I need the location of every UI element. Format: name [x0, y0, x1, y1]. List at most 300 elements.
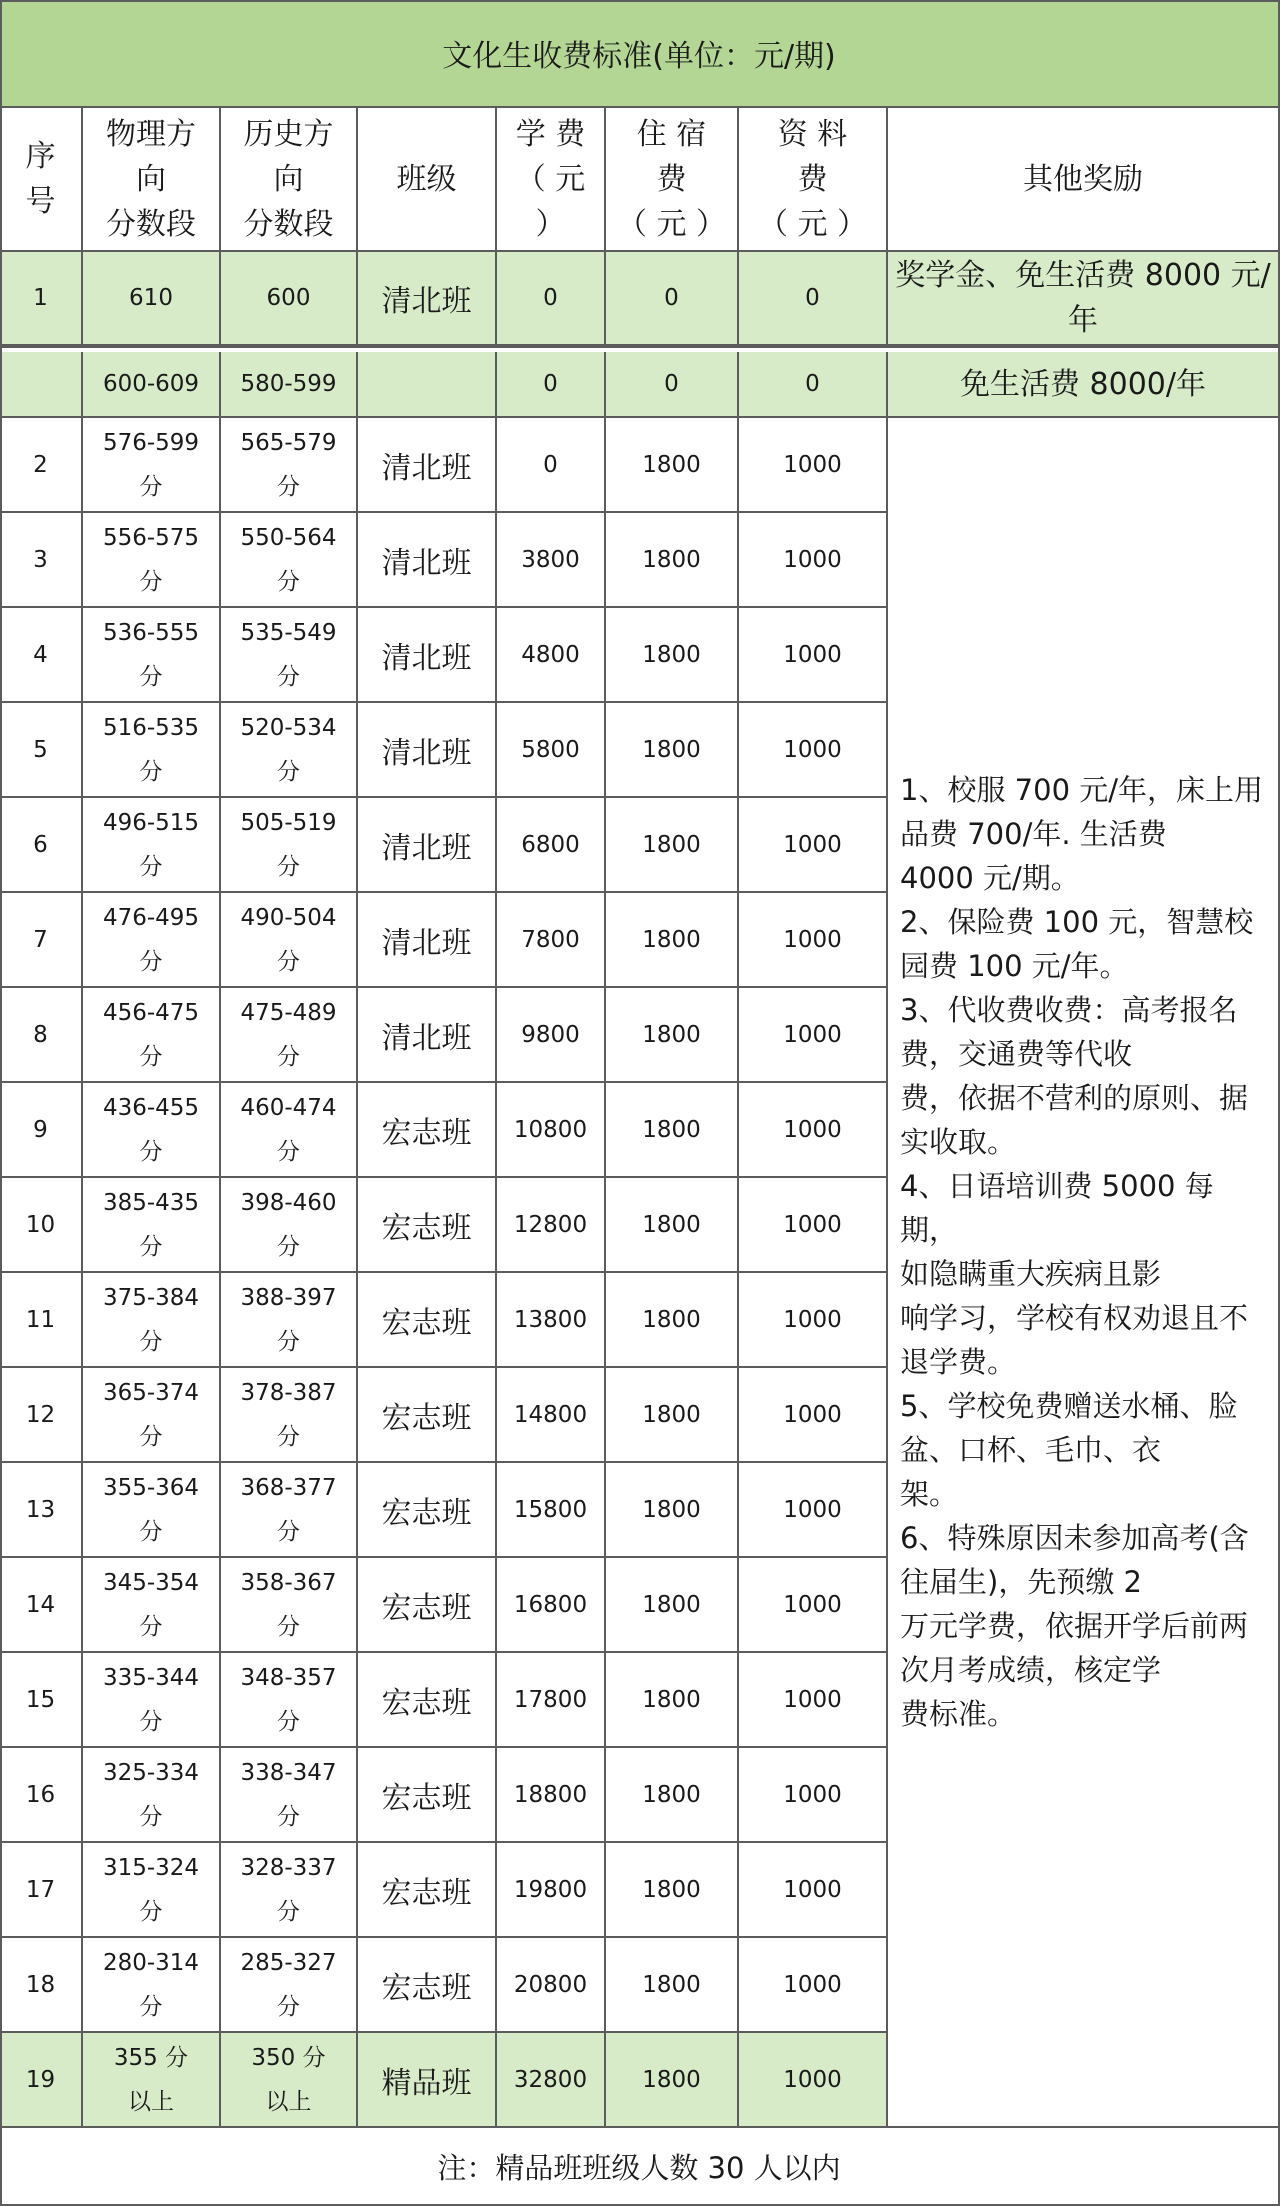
row-history-score-group [240, 1941, 336, 2029]
row-tuition: 17800 [513, 1686, 588, 1713]
note-line: 品费 700/年. 生活费 [900, 817, 1167, 851]
row-physics-score-group [103, 1086, 199, 1174]
row-history-score: 550-564 [240, 524, 337, 551]
row-history-score: 分 [276, 1613, 300, 1640]
row-history-score-group [251, 2036, 325, 2124]
row-history-score: 分 [276, 473, 300, 500]
row-history-score: 328-337 [240, 1854, 337, 1881]
row-seq-cell [0, 1653, 83, 1748]
row-physics-score: 分 [139, 1708, 163, 1735]
row-tuition: 0 [543, 451, 558, 478]
row-history-score-group [240, 801, 336, 889]
row-dorm-cell [606, 1273, 739, 1368]
row-tuition-cell [497, 1463, 606, 1558]
row-physics-score-group [103, 1846, 199, 1934]
row-material-cell [739, 1653, 888, 1748]
row-seq: 3 [33, 546, 48, 573]
row-physics-score-group [103, 1751, 199, 1839]
row-class: 宏志班 [381, 1970, 472, 2006]
row-history-score: 475-489 [240, 999, 337, 1026]
row-seq: 12 [25, 1401, 56, 1428]
row-material-cell [739, 608, 888, 703]
row-physics-score: 分 [139, 853, 163, 880]
row-history-score: 分 [276, 1328, 300, 1355]
row-physics-score-group [103, 1371, 199, 1459]
row-physics-score: 分 [139, 1613, 163, 1640]
row-class-cell [358, 988, 497, 1083]
top-row-dorm-cell [606, 252, 739, 346]
row-history-score-group [240, 1181, 336, 1269]
row-class-cell [358, 513, 497, 608]
header-history-score-line: 历史方 [243, 116, 334, 152]
row-physics-score: 456-475 [102, 999, 200, 1026]
footer-note [0, 2128, 1280, 2206]
row-history-score: 分 [276, 568, 300, 595]
row-tuition: 7800 [521, 926, 580, 953]
row-material: 1000 [783, 1021, 842, 1048]
row-history-score-group [240, 1086, 336, 1174]
row-material-cell [739, 1558, 888, 1653]
row-material: 1000 [783, 1781, 842, 1808]
row-physics-score-group [103, 801, 199, 889]
row-physics-score: 556-575 [102, 524, 200, 551]
row-dorm-cell [606, 703, 739, 798]
row-physics-score: 315-324 [102, 1854, 200, 1881]
row-physics-score: 分 [139, 663, 163, 690]
row-physics-score: 476-495 [102, 904, 200, 931]
row-physics-score-cell [83, 893, 221, 988]
row-physics-score-cell [83, 1273, 221, 1368]
row-material: 1000 [783, 546, 842, 573]
row-tuition: 5800 [521, 736, 580, 763]
row-tuition: 18800 [513, 1781, 588, 1808]
row-material-cell [739, 988, 888, 1083]
row-seq: 18 [25, 1971, 56, 1998]
row-physics-score: 355-364 [102, 1474, 200, 1501]
note-line: 2、保险费 100 元，智慧校 [900, 905, 1254, 939]
row-class: 清北班 [381, 735, 472, 771]
header-material-fee-line: （ 元 ） [757, 206, 868, 242]
row-tuition: 3800 [521, 546, 580, 573]
note-line: 实收取。 [900, 1125, 1017, 1159]
row-history-score-group [240, 421, 336, 509]
row-material: 1000 [783, 1116, 842, 1143]
top-row-material-cell [739, 252, 888, 346]
row-class-cell [358, 608, 497, 703]
row-class-cell [358, 1178, 497, 1273]
row-class: 宏志班 [381, 1400, 472, 1436]
row-history-score-cell [221, 893, 358, 988]
row-class-cell [358, 1558, 497, 1653]
row-seq-cell [0, 418, 83, 513]
row-physics-score-cell [83, 2033, 221, 2128]
row-seq-cell [0, 1748, 83, 1843]
row-history-score-cell [221, 798, 358, 893]
note-line: 次月考成绩，核定学 [900, 1653, 1162, 1687]
row-tuition: 10800 [513, 1116, 588, 1143]
row-class-cell [358, 703, 497, 798]
row-seq-cell [0, 988, 83, 1083]
row-history-score-cell [221, 608, 358, 703]
note-line: 万元学费，依据开学后前两 [900, 1609, 1249, 1643]
top-row-reward-line-group [895, 253, 1271, 343]
top-row-physics-cell [83, 252, 221, 346]
row-physics-score-cell [83, 988, 221, 1083]
row-class-cell [358, 893, 497, 988]
row-physics-score-cell [83, 1368, 221, 1463]
top-row-material: 0 [805, 285, 820, 311]
row-history-score: 565-579 [240, 429, 337, 456]
row-seq-cell [0, 798, 83, 893]
row-class: 宏志班 [381, 1590, 472, 1626]
header-dorm-fee-line-group [617, 112, 726, 247]
row-history-score-group [240, 1466, 336, 1554]
note-line: 1、校服 700 元/年，床上用 [900, 773, 1264, 807]
row-dorm-cell [606, 2033, 739, 2128]
top-row-tuition-cell [497, 252, 606, 346]
row-history-score: 358-367 [240, 1569, 337, 1596]
row-tuition-cell [497, 798, 606, 893]
row-seq-cell [0, 703, 83, 798]
row-tuition-cell [497, 988, 606, 1083]
row-physics-score: 335-344 [102, 1664, 200, 1691]
row-dorm-cell [606, 1653, 739, 1748]
header-dorm-fee-line: （ 元 ） [616, 206, 727, 242]
row-physics-score-cell [83, 1083, 221, 1178]
row-seq-cell [0, 1938, 83, 2033]
row-physics-score: 576-599 [102, 429, 200, 456]
row-physics-score-group [103, 1941, 199, 2029]
row-history-score-cell [221, 988, 358, 1083]
row-dorm: 1800 [642, 1781, 701, 1808]
row-physics-score: 536-555 [102, 619, 200, 646]
row-tuition-cell [497, 1748, 606, 1843]
row-dorm: 1800 [642, 1401, 701, 1428]
row-physics-score-group [103, 1466, 199, 1554]
top-row-tuition-cell [497, 352, 606, 418]
row-history-score-cell [221, 1273, 358, 1368]
row-physics-score-group [103, 516, 199, 604]
row-history-score: 535-549 [240, 619, 337, 646]
row-class: 宏志班 [381, 1210, 472, 1246]
row-history-score-group [240, 991, 336, 1079]
row-physics-score-group [103, 1276, 199, 1364]
row-physics-score: 分 [139, 1423, 163, 1450]
table-title [0, 0, 1280, 108]
row-dorm: 1800 [642, 1591, 701, 1618]
top-row-seq-cell [0, 252, 83, 346]
row-history-score-cell [221, 1748, 358, 1843]
row-physics-score-group [103, 1656, 199, 1744]
row-history-score: 378-387 [240, 1379, 337, 1406]
row-class: 清北班 [381, 450, 472, 486]
header-class [358, 108, 497, 252]
row-seq: 10 [25, 1211, 56, 1238]
row-dorm-cell [606, 513, 739, 608]
row-dorm: 1800 [642, 2066, 701, 2093]
row-physics-score-cell [83, 703, 221, 798]
row-material-cell [739, 1843, 888, 1938]
row-physics-score-group [103, 1561, 199, 1649]
row-class-cell [358, 1083, 497, 1178]
row-tuition-cell [497, 1653, 606, 1748]
row-history-score: 338-347 [240, 1759, 337, 1786]
note-line: 3、代收费收费：高考报名 [900, 993, 1238, 1027]
note-line: 盆、口杯、毛巾、衣 [900, 1433, 1162, 1467]
row-seq: 4 [33, 641, 48, 668]
top-row-class-cell [358, 352, 497, 418]
row-dorm-cell [606, 1368, 739, 1463]
row-history-score: 398-460 [240, 1189, 337, 1216]
row-seq: 5 [33, 736, 48, 763]
row-history-score-cell [221, 1843, 358, 1938]
top-row-reward-line-group [960, 362, 1206, 407]
row-tuition-cell [497, 1083, 606, 1178]
row-physics-score-group [103, 1181, 199, 1269]
row-tuition-cell [497, 1178, 606, 1273]
row-dorm: 1800 [642, 641, 701, 668]
row-physics-score: 516-535 [102, 714, 200, 741]
row-physics-score-group [103, 706, 199, 794]
row-material-cell [739, 703, 888, 798]
header-seq-line: 序 [25, 139, 56, 174]
top-row-seq-cell [0, 352, 83, 418]
top-row-history: 600 [266, 285, 311, 311]
top-row-dorm: 0 [664, 285, 679, 311]
row-class: 清北班 [381, 1020, 472, 1056]
row-material: 1000 [783, 736, 842, 763]
row-physics-score: 分 [139, 758, 163, 785]
row-class-cell [358, 2033, 497, 2128]
header-dorm-fee-line: 费 [656, 161, 687, 197]
row-history-score: 348-357 [240, 1664, 337, 1691]
top-row-material-cell [739, 352, 888, 418]
row-material: 1000 [783, 641, 842, 668]
row-dorm: 1800 [642, 451, 701, 478]
row-dorm: 1800 [642, 1876, 701, 1903]
row-dorm: 1800 [642, 1971, 701, 1998]
row-tuition: 15800 [513, 1496, 588, 1523]
row-class: 宏志班 [381, 1875, 472, 1911]
header-material-fee-line: 资 料 [777, 116, 848, 152]
row-tuition: 19800 [513, 1876, 588, 1903]
row-material: 1000 [783, 1591, 842, 1618]
header-seq-line-group [26, 134, 56, 224]
top-row-tuition: 0 [543, 285, 558, 311]
row-physics-score-cell [83, 513, 221, 608]
footer-note-text: 注：精品班班级人数 30 人以内 [437, 2150, 841, 2185]
header-other-rewards-text: 其他奖励 [1023, 161, 1143, 197]
top-row-physics-cell [83, 352, 221, 418]
header-dorm-fee-line: 住 宿 [636, 116, 707, 152]
row-material-cell [739, 1083, 888, 1178]
row-physics-score: 分 [139, 1993, 163, 2020]
row-physics-score-cell [83, 1653, 221, 1748]
row-history-score: 368-377 [240, 1474, 337, 1501]
row-physics-score-cell [83, 1843, 221, 1938]
row-material-cell [739, 893, 888, 988]
row-class-cell [358, 1273, 497, 1368]
row-tuition-cell [497, 608, 606, 703]
row-physics-score-cell [83, 1558, 221, 1653]
row-history-score-group [240, 1656, 336, 1744]
row-physics-score-group [103, 421, 199, 509]
row-class-cell [358, 1653, 497, 1748]
top-row-tuition: 0 [543, 371, 558, 397]
row-history-score: 分 [276, 1993, 300, 2020]
row-class-cell [358, 1463, 497, 1558]
header-history-score [221, 108, 358, 252]
top-row-reward-line: 免生活费 8000/年 [960, 366, 1206, 402]
row-class: 宏志班 [381, 1780, 472, 1816]
row-material-cell [739, 1368, 888, 1463]
row-dorm: 1800 [642, 926, 701, 953]
row-history-score: 490-504 [240, 904, 337, 931]
row-material: 1000 [783, 926, 842, 953]
row-physics-score: 436-455 [102, 1094, 200, 1121]
header-dorm-fee [606, 108, 739, 252]
row-history-score-group [240, 611, 336, 699]
note-line: 退学费。 [900, 1345, 1017, 1379]
header-history-score-line: 分数段 [243, 206, 334, 242]
note-line: 如隐瞒重大疾病且影 [900, 1257, 1162, 1291]
row-dorm: 1800 [642, 1496, 701, 1523]
row-physics-score: 分 [139, 1328, 163, 1355]
row-dorm-cell [606, 1558, 739, 1653]
row-class-cell [358, 1938, 497, 2033]
row-tuition: 4800 [521, 641, 580, 668]
header-class-text: 班级 [396, 161, 457, 197]
row-history-score-cell [221, 1653, 358, 1748]
note-line: 响学习，学校有权劝退且不 [900, 1301, 1249, 1335]
row-history-score: 分 [276, 1233, 300, 1260]
row-history-score-group [240, 1561, 336, 1649]
note-line: 6、特殊原因未参加高考(含 [900, 1521, 1249, 1555]
top-row-dorm: 0 [664, 371, 679, 397]
row-physics-score-group [114, 2036, 188, 2124]
row-history-score: 分 [276, 1898, 300, 1925]
row-dorm-cell [606, 1748, 739, 1843]
row-history-score-group [240, 1846, 336, 1934]
row-tuition-cell [497, 1368, 606, 1463]
row-class: 清北班 [381, 830, 472, 866]
row-tuition: 16800 [513, 1591, 588, 1618]
row-dorm: 1800 [642, 831, 701, 858]
table-title-text: 文化生收费标准(单位：元/期) [442, 39, 836, 74]
top-row-seq: 1 [33, 285, 48, 311]
row-tuition: 6800 [521, 831, 580, 858]
note-line: 费标准。 [900, 1697, 1017, 1731]
top-row-history-cell [221, 252, 358, 346]
row-tuition: 14800 [513, 1401, 588, 1428]
note-line: 费，依据不营利的原则、据 [900, 1081, 1249, 1115]
row-physics-score-cell [83, 1748, 221, 1843]
row-tuition-cell [497, 1558, 606, 1653]
header-physics-score-line-group [106, 112, 196, 247]
row-seq-cell [0, 1558, 83, 1653]
row-class-cell [358, 1368, 497, 1463]
row-history-score-cell [221, 703, 358, 798]
row-class: 清北班 [381, 545, 472, 581]
row-material: 1000 [783, 1971, 842, 1998]
row-class: 宏志班 [381, 1115, 472, 1151]
row-history-score-group [240, 1276, 336, 1364]
row-history-score-cell [221, 418, 358, 513]
note-line: 架。 [900, 1477, 959, 1511]
row-seq-cell [0, 513, 83, 608]
row-physics-score-group [103, 991, 199, 1079]
row-physics-score: 365-374 [102, 1379, 200, 1406]
top-row-reward-line: 奖学金、免生活费 8000 元/ [895, 258, 1271, 293]
top-row-physics: 610 [129, 285, 173, 311]
row-dorm-cell [606, 893, 739, 988]
row-seq-cell [0, 893, 83, 988]
top-row-material: 0 [805, 371, 820, 397]
row-class: 宏志班 [381, 1495, 472, 1531]
row-material: 1000 [783, 1686, 842, 1713]
row-history-score-cell [221, 2033, 358, 2128]
top-row-class-cell [358, 252, 497, 346]
row-tuition-cell [497, 1938, 606, 2033]
row-class: 精品班 [381, 2065, 472, 2101]
row-history-score: 分 [276, 1708, 300, 1735]
row-material: 1000 [783, 1401, 842, 1428]
header-history-score-line: 向 [273, 161, 304, 197]
row-seq: 6 [33, 831, 48, 858]
row-gap [0, 346, 1280, 352]
row-physics-score: 分 [139, 1233, 163, 1260]
row-dorm-cell [606, 1463, 739, 1558]
row-physics-score: 分 [139, 1898, 163, 1925]
row-tuition: 9800 [521, 1021, 580, 1048]
row-seq: 16 [25, 1781, 56, 1808]
row-tuition-cell [497, 703, 606, 798]
row-history-score: 分 [276, 1423, 300, 1450]
row-history-score-group [240, 516, 336, 604]
row-seq: 13 [25, 1496, 56, 1523]
row-material-cell [739, 1938, 888, 2033]
row-history-score: 285-327 [240, 1949, 337, 1976]
row-history-score-cell [221, 1178, 358, 1273]
row-physics-score-cell [83, 608, 221, 703]
header-material-fee-line: 费 [797, 161, 828, 197]
row-class-cell [358, 1748, 497, 1843]
note-line: 园费 100 元/年。 [900, 949, 1129, 983]
row-history-score-group [240, 706, 336, 794]
row-seq-cell [0, 1843, 83, 1938]
row-physics-score: 分 [139, 1803, 163, 1830]
row-seq: 8 [33, 1021, 48, 1048]
row-material-cell [739, 1273, 888, 1368]
header-tuition [497, 108, 606, 252]
row-class: 宏志班 [381, 1685, 472, 1721]
row-seq-cell [0, 1368, 83, 1463]
row-dorm: 1800 [642, 1306, 701, 1333]
row-seq: 7 [33, 926, 48, 953]
row-tuition: 12800 [513, 1211, 588, 1238]
row-history-score-cell [221, 1463, 358, 1558]
row-history-score: 分 [276, 1803, 300, 1830]
row-physics-score: 496-515 [102, 809, 200, 836]
header-seq-line: 号 [25, 184, 56, 219]
note-line: 5、学校免费赠送水桶、脸 [900, 1389, 1238, 1423]
row-history-score: 505-519 [240, 809, 337, 836]
row-material: 1000 [783, 1876, 842, 1903]
row-material: 1000 [783, 1211, 842, 1238]
row-dorm: 1800 [642, 546, 701, 573]
row-tuition: 20800 [513, 1971, 588, 1998]
row-seq: 17 [25, 1876, 56, 1903]
